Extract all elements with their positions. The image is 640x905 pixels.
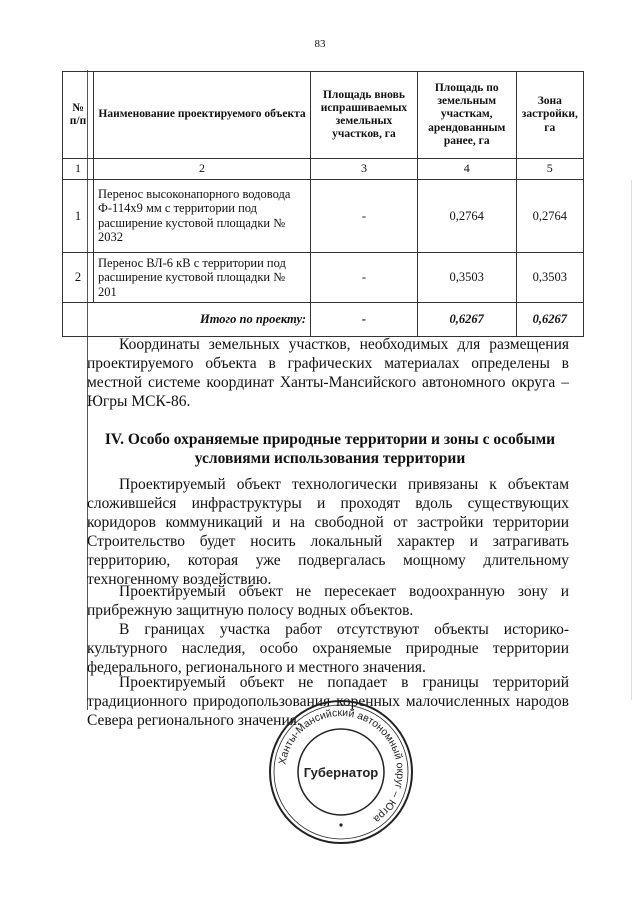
table-row <box>63 252 584 302</box>
row-object-name: Перенос высоконапорного водовода Ф-114х9 мм с территории под расширение кустовой площадки № 2032 <box>94 179 311 252</box>
header-new-area: Площадь вновь испрашиваемых земельных участков, га <box>311 72 418 159</box>
header-zone: Зона застройки, га <box>516 72 583 159</box>
seal-ring-text: Ханты-Мансийский автономный округ – Югра <box>276 706 407 826</box>
governor-seal <box>266 697 416 847</box>
section-heading: IV. Особо охраняемые природные территории и зоны с особыми условиями использования территории <box>104 431 556 467</box>
paragraph-traditional-land: Проектируемый объект не попадает в границы территорий традиционного природопользования коренных малочисленных народов Севера регионального значения. <box>87 674 569 729</box>
scan-edge-mark <box>631 180 632 700</box>
table-header-row <box>63 72 584 159</box>
header-leased-area: Площадь по земельным участкам, арендованным ранее, га <box>417 72 516 159</box>
total-zone: 0,6267 <box>516 302 583 336</box>
total-row <box>63 302 584 336</box>
row-leased-area: 0,2764 <box>417 179 516 252</box>
column-index: 1 <box>63 159 94 180</box>
land-plots-table <box>62 71 584 337</box>
row-new-area: - <box>311 179 418 252</box>
total-new-area: - <box>311 302 418 336</box>
row-number: 2 <box>63 252 94 302</box>
column-index-row <box>63 159 584 180</box>
header-number: № п/п <box>63 72 94 159</box>
column-index: 2 <box>94 159 311 180</box>
paragraph-heritage: В границах участка работ отсутствуют объекты историко-культурного наследия, особо охраняемые природные территории федерального, регионального и местного значения. <box>87 621 569 676</box>
column-index: 3 <box>311 159 418 180</box>
row-number: 1 <box>63 179 94 252</box>
column-index: 4 <box>417 159 516 180</box>
paragraph-infrastructure: Проектируемый объект технологически привязаны к объектам сложившейся инфраструктуры и проходят вдоль существующих коридоров коммуникаций и на свободной от застройки территории Строительство будет носить локальный характер и затрагивать территорию, которая уже подвергалась мощному длительному техногенному воздействию. <box>87 476 569 588</box>
total-label: Итого по проекту: <box>63 302 311 336</box>
paragraph-water-zone: Проектируемый объект не пересекает водоохранную зону и прибрежную защитную полосу водных объектов. <box>87 583 569 619</box>
row-new-area: - <box>311 252 418 302</box>
row-object-name: Перенос ВЛ-6 кВ с территории под расширение кустовой площадки № 201 <box>94 252 311 302</box>
row-zone: 0,3503 <box>516 252 583 302</box>
total-leased-area: 0,6267 <box>417 302 516 336</box>
seal-dot <box>339 823 342 826</box>
seal-center-text: Губернатор <box>303 765 379 780</box>
header-object-name: Наименование проектируемого объекта <box>94 72 311 159</box>
column-index: 5 <box>516 159 583 180</box>
row-leased-area: 0,3503 <box>417 252 516 302</box>
coordinates-paragraph: Координаты земельных участков, необходимых для размещения проектируемого объекта в графических материалах определены в местной системе координат Ханты-Мансийского автономного округа – Югры МСК-86. <box>87 336 569 410</box>
page-number: 83 <box>314 38 326 50</box>
row-zone: 0,2764 <box>516 179 583 252</box>
table-row <box>63 179 584 252</box>
